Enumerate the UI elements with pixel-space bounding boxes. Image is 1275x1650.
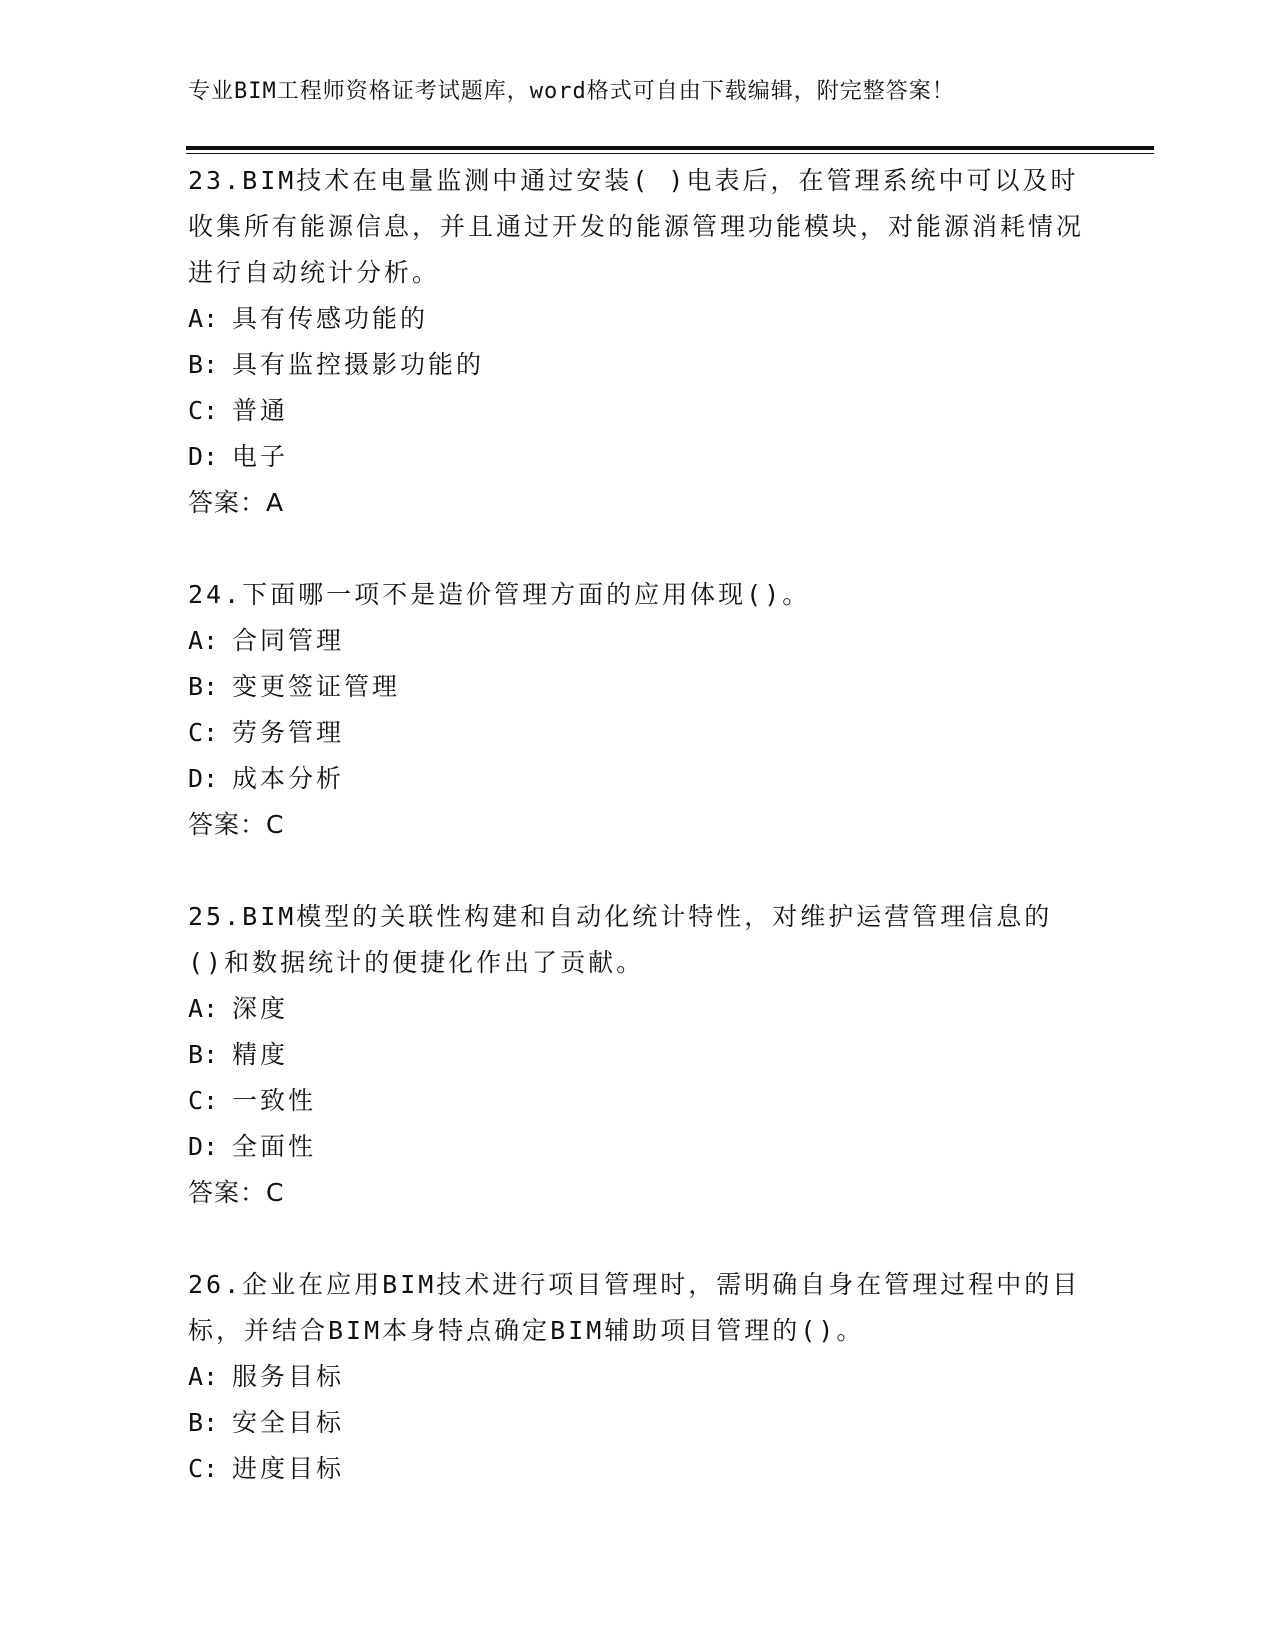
option-text: 成本分析 [232,764,345,793]
question-text: 23.BIM技术在电量监测中通过安装( )电表后，在管理系统中可以及时收集所有能源信息，并且通过开发的能源管理功能模块，对能源消耗情况进行自动统计分析。 [188,166,1085,287]
answer: 答案：A [188,488,285,517]
option-text: 具有监控摄影功能的 [232,350,485,379]
header-rule-thick [186,146,1154,150]
answer: 答案：C [188,1178,285,1207]
option-text: 具有传感功能的 [232,304,429,333]
option-key: A: [188,994,219,1023]
option-text: 变更签证管理 [232,672,401,701]
page-header: 专业BIM工程师资格证考试题库，word格式可自由下载编辑，附完整答案！ [188,79,955,104]
option-d [188,1124,1088,1170]
option-key: B: [188,1040,219,1069]
option-text: 精度 [232,1040,289,1069]
option-c [188,1078,1088,1124]
option-b [188,1032,1088,1078]
option-key: C: [188,1086,219,1115]
option-a [188,618,1088,664]
option-key: A: [188,1362,219,1391]
option-d [188,756,1088,802]
question-text: 25.BIM模型的关联性构建和自动化统计特性，对维护运营管理信息的()和数据统计的便捷化作出了贡献。 [188,902,1053,977]
option-text: 服务目标 [232,1362,345,1391]
option-key: C: [188,1454,219,1483]
option-a [188,986,1088,1032]
option-b [188,342,1088,388]
option-a [188,296,1088,342]
question-list [188,158,1088,1538]
answer: 答案：C [188,810,285,839]
option-key: B: [188,350,219,379]
question-25 [188,894,1088,1216]
option-text: 安全目标 [232,1408,345,1437]
option-text: 合同管理 [232,626,345,655]
option-text: 全面性 [232,1132,317,1161]
option-c [188,388,1088,434]
question-24 [188,572,1088,848]
option-text: 普通 [232,396,289,425]
option-key: C: [188,718,219,747]
option-key: A: [188,626,219,655]
option-key: A: [188,304,219,333]
option-text: 进度目标 [232,1454,345,1483]
option-text: 深度 [232,994,289,1023]
option-b [188,1400,1088,1446]
option-key: D: [188,764,219,793]
option-b [188,664,1088,710]
option-c [188,1446,1088,1492]
question-23 [188,158,1088,526]
option-text: 劳务管理 [232,718,345,747]
option-key: B: [188,1408,219,1437]
option-d [188,434,1088,480]
question-26 [188,1262,1088,1492]
option-key: B: [188,672,219,701]
option-text: 一致性 [232,1086,317,1115]
option-text: 电子 [232,442,289,471]
option-key: C: [188,396,219,425]
option-a [188,1354,1088,1400]
option-key: D: [188,1132,219,1161]
header-rule-thin [186,153,1154,154]
question-text: 24.下面哪一项不是造价管理方面的应用体现()。 [188,580,811,609]
option-c [188,710,1088,756]
option-key: D: [188,442,219,471]
question-text: 26.企业在应用BIM技术进行项目管理时，需明确自身在管理过程中的目标，并结合BIM本身特点确定BIM辅助项目管理的()。 [188,1270,1081,1345]
